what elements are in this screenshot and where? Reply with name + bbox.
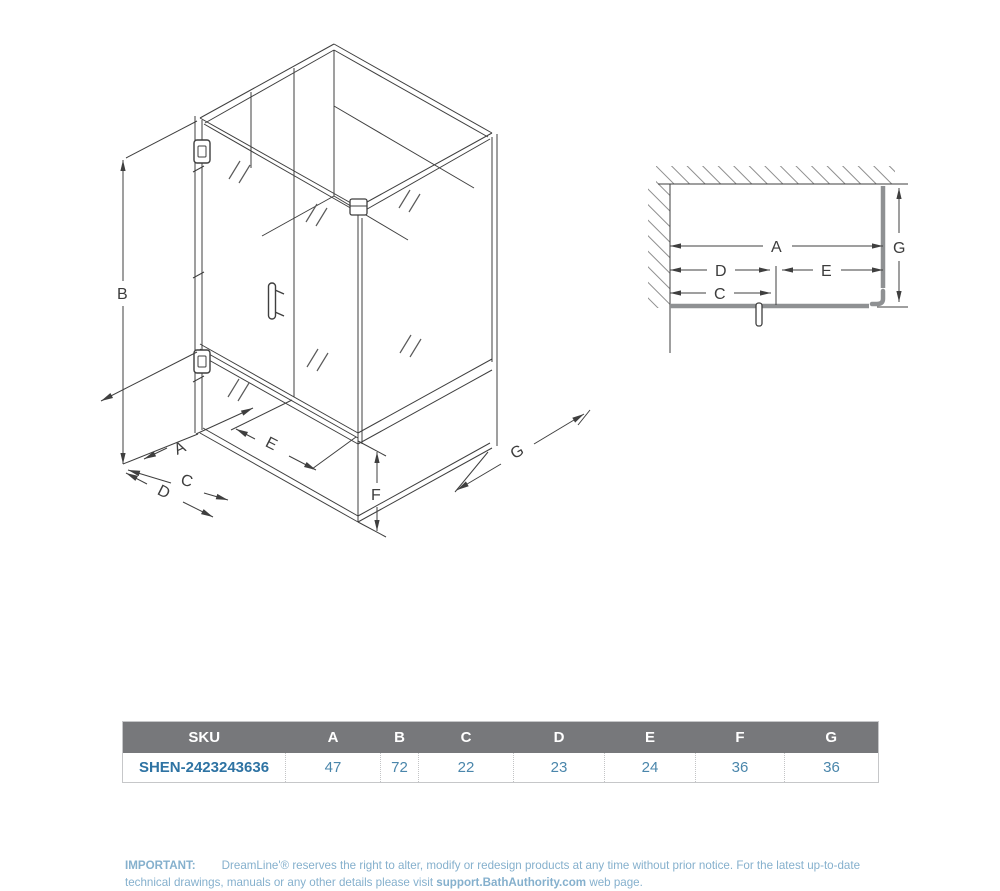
iso-label-c: C [178,471,195,492]
plan-view-drawing [635,150,935,370]
important-label: IMPORTANT: [125,858,196,872]
col-header-e: E [605,722,696,754]
door-handle-plan-icon [756,303,762,326]
col-header-d: D [514,722,605,754]
wall-hatching [648,166,895,308]
value-d: 23 [514,753,605,783]
iso-label-a: A [171,438,189,459]
col-header-sku: SKU [123,722,286,754]
col-header-c: C [419,722,514,754]
support-link[interactable]: support.BathAuthority.com [436,875,587,889]
value-f: 36 [696,753,785,783]
corner-bracket-icon [350,199,367,215]
value-e: 24 [605,753,696,783]
notice-text-end: web page. [586,875,643,889]
col-header-b: B [381,722,419,754]
value-g: 36 [785,753,879,783]
value-a: 47 [286,753,381,783]
value-c: 22 [419,753,514,783]
col-header-a: A [286,722,381,754]
iso-dimension-lines [101,121,590,537]
plan-label-c: C [714,286,726,303]
plan-label-d: D [715,263,727,280]
iso-arrowheads [101,160,584,531]
plan-label-e: E [821,263,832,280]
value-b: 72 [381,753,419,783]
plan-label-a: A [771,239,782,256]
plan-arrowheads [670,188,902,302]
isometric-shower-drawing [75,5,620,565]
glass-hatch-marks [228,161,421,401]
sku-value: SHEN-2423243636 [123,753,286,783]
hinge-icon [194,140,210,163]
spec-table-header-row [123,722,879,754]
enclosure-outline [193,44,497,522]
iso-label-g: G [507,441,528,463]
col-header-f: F [696,722,785,754]
notice-text: DreamLine'® reserves the right to alter, modify or redesign products at any time without prior notice. For the latest up-to-date technical drawings, manuals or any other details please visit [125,858,861,889]
iso-label-b: B [117,286,128,303]
door-handle-icon [269,283,285,319]
hinge-icon [194,350,210,373]
spec-table [122,721,879,783]
col-header-g: G [785,722,879,754]
iso-label-d: D [154,482,173,503]
iso-label-e: E [262,434,280,455]
plan-label-g: G [893,240,906,257]
important-notice [125,857,881,891]
iso-label-f: F [371,487,381,504]
spec-table-row [123,753,879,783]
